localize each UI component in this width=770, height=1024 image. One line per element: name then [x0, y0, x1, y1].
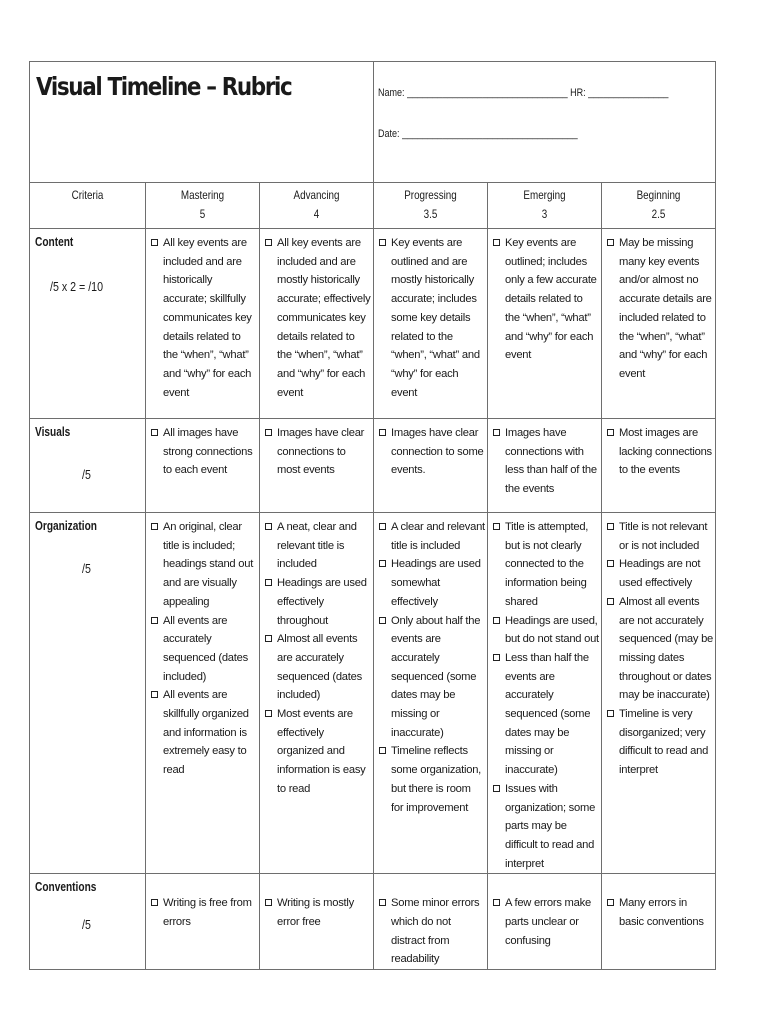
descriptor-text: Title is not relevant or is not included — [619, 521, 708, 552]
rubric-cell — [488, 419, 602, 513]
checkbox-icon — [265, 710, 272, 717]
rubric-cell — [602, 874, 716, 970]
checkbox-icon — [265, 579, 272, 586]
date-line: Date: ___________________________________ — [378, 128, 578, 140]
descriptor-text: All key events are included and are historically accurate; skillfully communicates key details related to the “when”, “what” and “why” for each event — [163, 237, 252, 399]
checkbox-icon — [265, 523, 272, 530]
descriptor-text: All events are skillfully organized and information is extremely easy to read — [163, 689, 249, 777]
descriptor-list — [260, 419, 373, 480]
descriptor-list — [260, 229, 373, 402]
checkbox-icon — [607, 710, 614, 717]
title-cell — [30, 62, 374, 183]
student-info-cell — [374, 62, 716, 183]
descriptor-item — [607, 424, 713, 480]
checkbox-icon — [265, 239, 272, 246]
column-header-row — [30, 183, 716, 229]
descriptor-list — [146, 513, 259, 780]
descriptor-text: Many errors in basic conventions — [619, 897, 704, 929]
col-header-beginning: Beginning 2.5 — [602, 183, 716, 229]
col-header-criteria: Criteria — [30, 183, 146, 229]
descriptor-list — [374, 419, 487, 480]
descriptor-text: Timeline is very disorganized; very difficult to read and interpret — [619, 708, 709, 777]
criterion-label: Content — [35, 234, 74, 249]
descriptor-text: Most events are effectively organized and information is easy to read — [277, 708, 366, 795]
row-conventions — [30, 874, 716, 970]
rubric-cell — [374, 419, 488, 513]
descriptor-list — [146, 229, 259, 402]
descriptor-text: Headings are not used effectively — [619, 558, 701, 590]
descriptor-item — [379, 894, 485, 969]
rubric-cell — [488, 229, 602, 419]
col-header-mastering: Mastering 5 — [146, 183, 260, 229]
descriptor-item — [151, 424, 257, 480]
rubric-cell — [374, 874, 488, 970]
descriptor-item — [151, 894, 257, 931]
checkbox-icon — [493, 899, 500, 906]
descriptor-text: An original, clear title is included; headings stand out and are visually appealing — [163, 521, 254, 608]
checkbox-icon — [265, 635, 272, 642]
rubric-cell — [602, 513, 716, 874]
descriptor-item — [265, 518, 371, 574]
descriptor-item — [493, 780, 599, 874]
checkbox-icon — [379, 747, 386, 754]
descriptor-item — [607, 894, 713, 931]
descriptor-list — [602, 229, 715, 384]
descriptor-list — [374, 229, 487, 402]
descriptor-item — [151, 234, 257, 402]
descriptor-item — [493, 612, 599, 649]
checkbox-icon — [493, 617, 500, 624]
descriptor-list — [260, 874, 373, 931]
checkbox-icon — [379, 617, 386, 624]
page-title: Visual Timeline – Rubric — [36, 72, 292, 101]
descriptor-item — [151, 518, 257, 612]
descriptor-item — [607, 234, 713, 384]
descriptor-list — [488, 513, 601, 873]
rubric-cell — [260, 419, 374, 513]
descriptor-text: May be missing many key events and/or almost no accurate details are included related to the “when”, “what” and “why” for each event — [619, 237, 712, 380]
row-organization — [30, 513, 716, 874]
checkbox-icon — [379, 523, 386, 530]
descriptor-item — [379, 742, 485, 817]
descriptor-item — [265, 424, 371, 480]
checkbox-icon — [493, 785, 500, 792]
descriptor-item — [379, 555, 485, 611]
descriptor-list — [146, 874, 259, 931]
descriptor-text: Key events are outlined; includes only a few accurate details related to the “when”, “what” and “why” for each event — [505, 237, 597, 362]
descriptor-list — [602, 874, 715, 931]
rubric-table — [29, 61, 716, 970]
checkbox-icon — [151, 899, 158, 906]
descriptor-text: Less than half the events are accurately sequenced (some dates may be missing or inaccurate) — [505, 651, 591, 777]
descriptor-text: Key events are outlined and are mostly historically accurate; includes some key details related to the “when”, “what” and “why” for each event — [391, 237, 480, 399]
rubric-cell — [374, 513, 488, 874]
descriptor-text: Images have connections with less than half of the the events — [505, 427, 597, 496]
descriptor-text: Headings are used, but do not stand out — [505, 614, 599, 646]
descriptor-text: A few errors make parts unclear or confusing — [505, 897, 591, 947]
descriptor-list — [488, 874, 601, 950]
checkbox-icon — [151, 691, 158, 698]
rubric-cell — [260, 513, 374, 874]
checkbox-icon — [151, 429, 158, 436]
descriptor-item — [607, 555, 713, 592]
checkbox-icon — [493, 239, 500, 246]
rubric-cell — [146, 419, 260, 513]
rubric-cell — [260, 229, 374, 419]
descriptor-item — [151, 686, 257, 780]
col-header-emerging: Emerging 3 — [488, 183, 602, 229]
descriptor-text: A neat, clear and relevant title is included — [277, 521, 357, 571]
descriptor-item — [493, 894, 599, 950]
criterion-organization — [30, 513, 146, 874]
descriptor-text: Title is attempted, but is not clearly connected to the information being shared — [505, 521, 589, 608]
criterion-visuals — [30, 419, 146, 513]
descriptor-list — [602, 513, 715, 780]
criterion-conventions — [30, 874, 146, 970]
checkbox-icon — [151, 239, 158, 246]
checkbox-icon — [607, 899, 614, 906]
checkbox-icon — [151, 523, 158, 530]
checkbox-icon — [607, 523, 614, 530]
criterion-points: /5 x 2 = /10 — [50, 279, 104, 294]
descriptor-item — [607, 593, 713, 705]
checkbox-icon — [379, 560, 386, 567]
descriptor-text: Almost all events are not accurately sequenced (may be missing dates throughout or dates may be inaccurate) — [619, 595, 714, 702]
descriptor-text: Writing is free from errors — [163, 897, 252, 929]
rubric-cell — [146, 874, 260, 970]
rubric-cell — [602, 419, 716, 513]
checkbox-icon — [379, 239, 386, 246]
descriptor-text: A clear and relevant title is included — [391, 521, 485, 552]
row-visuals — [30, 419, 716, 513]
checkbox-icon — [607, 429, 614, 436]
descriptor-item — [379, 234, 485, 402]
descriptor-text: All images have strong connections to each event — [163, 427, 253, 477]
descriptor-text: All key events are included and are mostly historically accurate; effectively communicates key details related to the “when”, “what” and “why” for each event — [277, 237, 371, 399]
rubric-cell — [260, 874, 374, 970]
descriptor-list — [488, 229, 601, 365]
rubric-cell — [374, 229, 488, 419]
name-hr-line: Name: ________________________________ HR: ________________ — [378, 87, 669, 99]
descriptor-text: Almost all events are accurately sequenced (dates included) — [277, 633, 362, 702]
descriptor-text: Headings are used effectively throughout — [277, 577, 367, 627]
checkbox-icon — [607, 239, 614, 246]
descriptor-item — [379, 518, 485, 555]
descriptor-list — [146, 419, 259, 480]
descriptor-text: All events are accurately sequenced (dates included) — [163, 614, 248, 683]
descriptor-text: Only about half the events are accurately sequenced (some dates may be missing or inaccurate) — [391, 614, 481, 739]
col-header-advancing: Advancing 4 — [260, 183, 374, 229]
descriptor-text: Timeline reflects some organization, but there is room for improvement — [391, 745, 482, 814]
checkbox-icon — [151, 617, 158, 624]
checkbox-icon — [607, 598, 614, 605]
descriptor-list — [260, 513, 373, 799]
checkbox-icon — [265, 899, 272, 906]
descriptor-list — [488, 419, 601, 499]
descriptor-text: Some minor errors which do not distract from readability — [391, 897, 480, 966]
criterion-points: /5 — [82, 917, 91, 933]
descriptor-list — [602, 419, 715, 480]
descriptor-item — [607, 705, 713, 780]
rubric-cell — [146, 513, 260, 874]
criterion-label: Conventions — [35, 879, 97, 895]
descriptor-list — [374, 513, 487, 817]
descriptor-item — [265, 894, 371, 931]
criterion-content — [30, 229, 146, 419]
criterion-points: /5 — [82, 561, 91, 576]
descriptor-text: Writing is mostly error free — [277, 897, 354, 929]
descriptor-item — [265, 630, 371, 705]
criterion-label: Visuals — [35, 424, 71, 439]
criterion-label: Organization — [35, 518, 97, 533]
descriptor-item — [265, 234, 371, 402]
row-content — [30, 229, 716, 419]
checkbox-icon — [379, 429, 386, 436]
descriptor-text: Images have clear connections to most events — [277, 427, 365, 477]
descriptor-item — [493, 234, 599, 365]
rubric-cell — [602, 229, 716, 419]
descriptor-item — [151, 612, 257, 687]
descriptor-item — [379, 424, 485, 480]
descriptor-item — [493, 424, 599, 499]
descriptor-text: Most images are lacking connections to the events — [619, 427, 712, 477]
descriptor-item — [265, 705, 371, 799]
criterion-points: /5 — [82, 467, 91, 482]
rubric-cell — [488, 874, 602, 970]
rubric-cell — [488, 513, 602, 874]
descriptor-item — [493, 518, 599, 612]
descriptor-text: Images have clear connection to some events. — [391, 427, 484, 477]
checkbox-icon — [493, 523, 500, 530]
checkbox-icon — [493, 429, 500, 436]
descriptor-list — [374, 874, 487, 969]
descriptor-item — [607, 518, 713, 555]
descriptor-item — [265, 574, 371, 630]
checkbox-icon — [265, 429, 272, 436]
descriptor-text: Headings are used somewhat effectively — [391, 558, 481, 608]
col-header-progressing: Progressing 3.5 — [374, 183, 488, 229]
checkbox-icon — [379, 899, 386, 906]
checkbox-icon — [493, 654, 500, 661]
descriptor-item — [493, 649, 599, 780]
descriptor-text: Issues with organization; some parts may be difficult to read and interpret — [505, 782, 596, 870]
checkbox-icon — [607, 560, 614, 567]
descriptor-item — [379, 612, 485, 743]
rubric-cell — [146, 229, 260, 419]
